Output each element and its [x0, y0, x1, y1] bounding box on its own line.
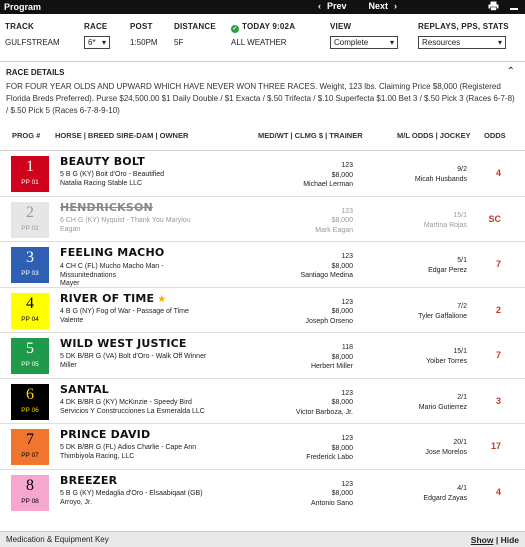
horse-breed: 5 DK B/BR G (FL) Adios Charlie - Cape Ann: [60, 444, 197, 451]
claiming-price: $8,000: [331, 399, 353, 406]
prev-arrow-icon[interactable]: ‹: [318, 1, 321, 11]
ml-odds-jockey: [423, 484, 467, 504]
race-details-text: FOR FOUR YEAR OLDS AND UPWARD WHICH HAVE NEVER WON THREE RACES. Weight, 123 lbs. Claiming Price $8,000 (Registered Florida Breds Preferred). Purse $24,500.00 $1 Daily Double / $1 Exacta / $.50 Trifecta / $.10 Superfecta $1.00 Bet 3 / $.50 Pick 3 (Races 6-7-8) / $.50 Pick 5 (Races 6-7-8-9-10): [6, 82, 515, 115]
next-button[interactable]: Next: [368, 1, 389, 11]
live-odds: 7: [495, 350, 501, 360]
weight-claim-trainer: [303, 161, 353, 190]
horse-breed: 4 CH C (FL) Mucho Macho Man - Missunitednations: [60, 263, 164, 279]
weight-claim-trainer: [300, 252, 353, 281]
weight: 123: [341, 298, 353, 306]
morning-line-odds: 7/2: [457, 302, 467, 310]
post-position: PP 08: [21, 497, 39, 505]
race-select[interactable]: [84, 36, 110, 49]
scratched-badge: SC: [488, 213, 501, 224]
live-odds: 3: [495, 395, 501, 406]
prev-button[interactable]: Prev: [327, 1, 347, 11]
medication-key-bar: [0, 531, 525, 547]
weight: 123: [341, 253, 353, 260]
program-number-badge: [11, 202, 49, 238]
trainer: Frederick Labo: [306, 454, 353, 461]
ml-odds-jockey: [428, 256, 467, 276]
horse-name[interactable]: BEAUTY BOLT: [60, 155, 145, 168]
horse-name[interactable]: WILD WEST JUSTICE: [60, 337, 187, 350]
horse-owner: Mayer: [60, 280, 80, 287]
live-odds: 17: [490, 441, 501, 451]
entry-row[interactable]: [0, 151, 525, 197]
col-ml-jockey: M/L ODDS | JOCKEY: [397, 131, 471, 140]
trainer: Joseph Orseno: [305, 317, 353, 325]
live-odds: 7: [495, 259, 501, 269]
ml-odds-jockey: [415, 165, 467, 185]
jockey: Mario Gutierrez: [418, 403, 467, 411]
horse-name[interactable]: BREEZER: [60, 473, 118, 487]
horse-breed: 5 DK B/BR G (VA) Bolt d'Oro - Walk Off Winner: [60, 353, 207, 360]
entry-row[interactable]: [0, 424, 525, 470]
live-odds: 4: [495, 168, 501, 178]
minimize-icon[interactable]: [509, 1, 519, 14]
post-position: PP 06: [21, 406, 39, 414]
morning-line-odds: 15/1: [453, 211, 467, 219]
col-med: MED/WT | CLMG $ | TRAINER: [258, 131, 363, 140]
program-number: 7: [26, 431, 34, 448]
trainer: Victor Barboza, Jr.: [295, 408, 353, 416]
chevron-down-icon: ▾: [101, 38, 106, 47]
program-number: 3: [26, 249, 34, 266]
program-number-badge: [11, 475, 49, 511]
trainer: Mark Eagan: [315, 226, 353, 234]
morning-line-odds: 5/1: [457, 257, 467, 264]
post-position: PP 02: [21, 224, 39, 232]
program-number-badge: [11, 338, 49, 374]
trainer: Herbert Miller: [310, 363, 353, 370]
program-number: 1: [26, 158, 34, 175]
horse-breed: 5 B G (KY) Boit d'Oro - Beautified: [60, 171, 165, 178]
view-select-value: Complete: [334, 38, 369, 47]
horse-breed: 4 DK B/BR G (KY) McKinzie - Speedy Bird: [60, 398, 192, 406]
program-number: 2: [26, 203, 34, 221]
check-icon: ✓: [232, 26, 238, 32]
program-number-badge: [11, 247, 49, 283]
trainer: Santiago Medina: [300, 272, 353, 279]
entry-row[interactable]: [0, 242, 525, 288]
weight: 123: [341, 162, 353, 169]
weight: 123: [341, 480, 353, 488]
horse-name-text: RIVER OF TIME: [60, 291, 155, 305]
jockey: Yoiber Torres: [426, 358, 467, 365]
program-topbar: [0, 0, 525, 14]
ml-odds-jockey: [424, 211, 467, 231]
weight-claim-trainer: [315, 207, 353, 236]
race-nav: [318, 1, 397, 11]
program-number-badge: [11, 384, 49, 420]
program-number: 6: [26, 385, 34, 403]
col-odds: ODDS: [484, 131, 506, 140]
post-position: PP 03: [21, 270, 39, 277]
race-label: RACE: [84, 22, 108, 31]
program-number-badge: [11, 293, 49, 329]
trainer: Michael Lerman: [303, 181, 353, 188]
distance-value: 5F: [174, 38, 184, 47]
weight-claim-trainer: [296, 389, 353, 418]
race-details: [0, 62, 525, 121]
morning-line-odds: 2/1: [457, 393, 467, 401]
entry-row[interactable]: [0, 288, 525, 334]
post-position: PP 07: [21, 452, 39, 459]
horse-name[interactable]: SANTAL: [60, 382, 110, 396]
resources-select-value: Resources: [422, 38, 461, 47]
post-value: 1:50PM: [130, 38, 158, 47]
weight: 123: [341, 389, 353, 397]
claiming-price: $8,000: [331, 490, 353, 497]
col-prog: PROG #: [12, 131, 41, 140]
program-number-badge: [11, 429, 49, 465]
chevron-down-icon: ▾: [389, 38, 394, 47]
claiming-price: $8,000: [331, 444, 353, 452]
claiming-price: $8,000: [331, 308, 353, 315]
print-icon[interactable]: [488, 1, 499, 14]
horse-breed: 6 CH G (KY) Nyquist - Thank You Marylou: [60, 216, 191, 224]
show-hide-links: [471, 535, 519, 545]
hide-link[interactable]: Hide: [500, 534, 519, 545]
program-number: 5: [26, 340, 34, 357]
morning-line-odds: 4/1: [457, 484, 467, 492]
weight: 123: [341, 435, 353, 442]
horse-owner: Valente: [60, 316, 84, 324]
resources-select[interactable]: [418, 36, 506, 49]
live-odds: 4: [495, 486, 501, 497]
entry-row[interactable]: [0, 379, 525, 425]
weight-claim-trainer: [311, 480, 353, 509]
horse-name[interactable]: PRINCE DAVID: [60, 428, 151, 441]
post-position: PP 04: [21, 315, 39, 323]
morning-line-odds: 15/1: [453, 348, 467, 355]
distance-label: DISTANCE: [174, 22, 216, 31]
chevron-down-icon: ▾: [497, 38, 502, 47]
horse-name[interactable]: HENDRICKSON: [60, 200, 153, 214]
morning-line-odds: 9/2: [457, 166, 467, 173]
ml-odds-jockey: [425, 438, 467, 458]
entry-row[interactable]: [0, 197, 525, 243]
jockey: Edgar Perez: [428, 267, 467, 274]
weight-claim-trainer: [306, 298, 353, 327]
program-number: 4: [26, 294, 34, 312]
race-select-value: 6*: [88, 38, 96, 47]
claiming-price: $8,000: [331, 171, 353, 179]
weight-claim-trainer: [311, 343, 353, 372]
chevron-up-icon[interactable]: ⌃: [506, 66, 515, 77]
jockey: Edgard Zayas: [423, 494, 467, 502]
race-details-title: RACE DETAILS: [6, 68, 65, 77]
jockey: Micah Husbands: [414, 176, 467, 183]
track-label: TRACK: [5, 22, 34, 31]
morning-line-odds: 20/1: [453, 439, 467, 446]
view-label: VIEW: [330, 22, 352, 31]
view-select[interactable]: [330, 36, 398, 49]
post-position: PP 05: [21, 361, 39, 368]
live-odds: 2: [495, 304, 501, 315]
horse-breed: 5 B G (KY) Medaglia d'Oro - Elsaabiqaat (GB): [60, 489, 203, 497]
topbar-icons: [488, 1, 519, 14]
replays-label: REPLAYS, PPS, STATS: [418, 22, 509, 31]
horse-name[interactable]: FEELING MACHO: [60, 246, 165, 259]
entries-list: [0, 151, 525, 515]
ml-odds-jockey: [418, 302, 467, 322]
horse-owner: Miller: [60, 362, 77, 369]
jockey: Tyler Gaffalione: [418, 312, 467, 320]
show-link[interactable]: Show: [470, 534, 494, 545]
post-label: POST: [130, 22, 153, 31]
horse-owner: Thimbiyola Racing, LLC: [60, 453, 135, 460]
medication-key-title: Medication & Equipment Key: [6, 535, 109, 544]
next-arrow-icon[interactable]: ›: [394, 1, 398, 11]
horse-name[interactable]: [60, 292, 166, 305]
entry-row[interactable]: [0, 470, 525, 516]
today-label: ✓ TODAY 9:02A: [232, 22, 296, 32]
horse-owner: Natalia Racing Stable LLC: [60, 180, 143, 187]
weight: 118: [341, 344, 353, 351]
ml-odds-jockey: [426, 347, 467, 367]
program-number: 8: [26, 476, 34, 494]
trainer: Antonio Sano: [310, 499, 353, 507]
post-position: PP 01: [21, 179, 39, 186]
entries-column-header: [0, 121, 525, 151]
race-header: [0, 14, 525, 62]
claiming-price: $8,000: [331, 262, 353, 270]
weight-claim-trainer: [306, 434, 353, 463]
col-horse: HORSE | BREED SIRE-DAM | OWNER: [55, 131, 189, 140]
program-title: Program: [4, 2, 42, 12]
jockey: Martina Rojas: [423, 221, 467, 229]
jockey: Jose Morelos: [425, 449, 467, 456]
separator: |: [495, 534, 501, 545]
claiming-price: $8,000: [331, 353, 353, 361]
horse-breed: 4 B G (NY) Fog of War - Passage of Time: [60, 307, 189, 315]
horse-owner: Arroyo, Jr.: [60, 498, 92, 506]
horse-owner: Servicios Y Construcciones La Esmeralda LLC: [60, 407, 205, 415]
weight: 123: [341, 207, 353, 215]
horse-owner: Eagan: [60, 225, 81, 233]
ml-odds-jockey: [419, 393, 467, 413]
entry-row[interactable]: [0, 333, 525, 379]
surface-value: ALL WEATHER: [231, 38, 287, 47]
track-value: GULFSTREAM: [5, 38, 60, 47]
claiming-price: $8,000: [331, 217, 353, 224]
program-number-badge: [11, 156, 49, 192]
star-icon: ★: [157, 293, 167, 305]
